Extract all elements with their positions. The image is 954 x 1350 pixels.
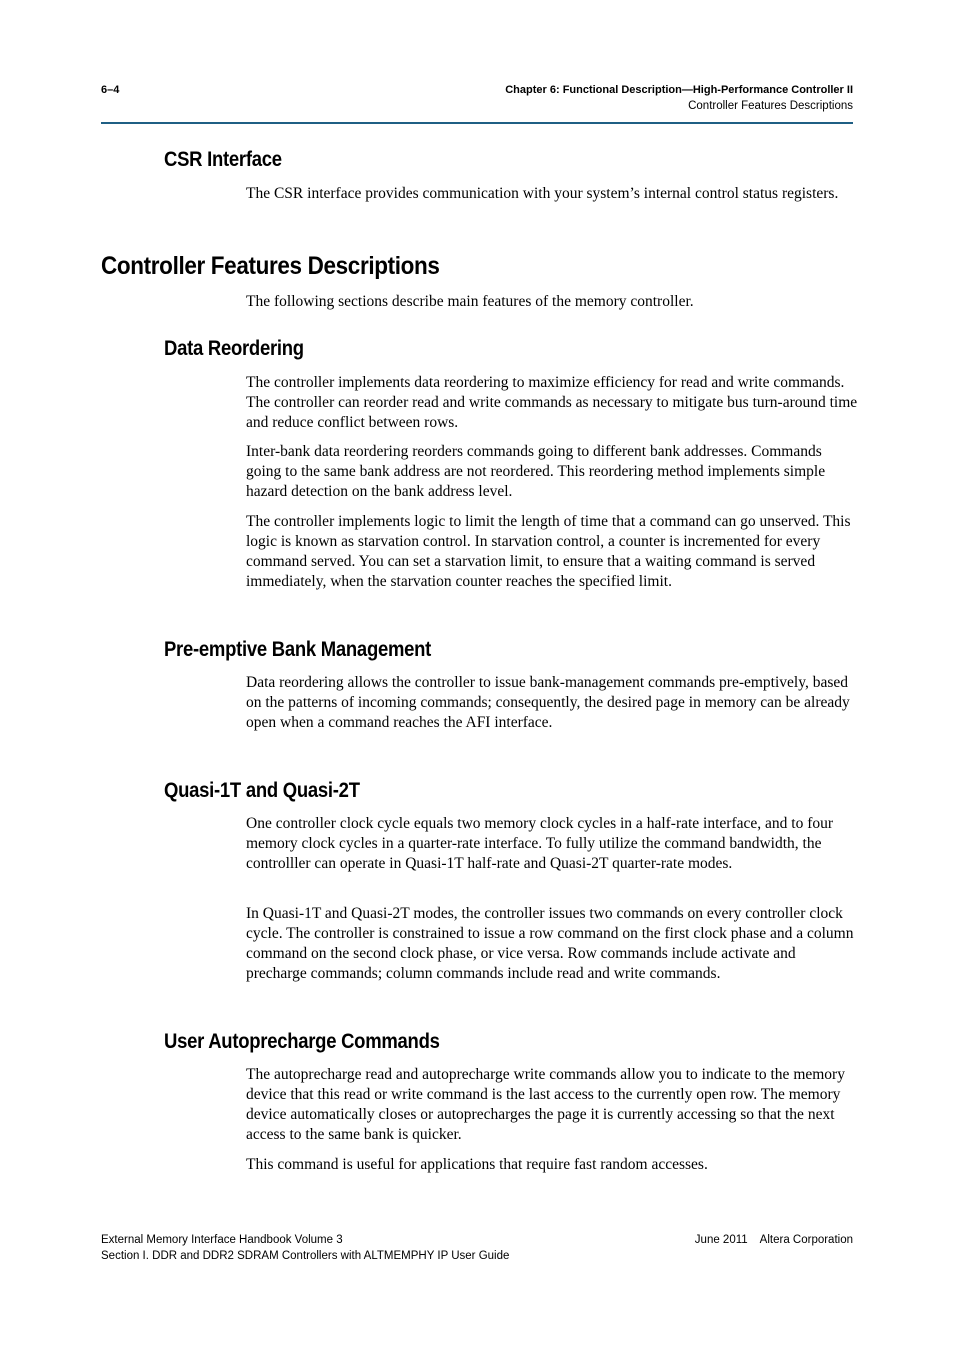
heading-pre-emptive-bank-management: Pre-emptive Bank Management [164, 638, 432, 661]
footer-section-title: Section I. DDR and DDR2 SDRAM Controllers with ALTMEMPHY IP User Guide [101, 1250, 510, 1262]
heading-quasi-1t-quasi-2t: Quasi-1T and Quasi-2T [164, 779, 360, 802]
user-autoprecharge-paragraph-2: This command is useful for applications that require fast random accesses. [246, 1156, 708, 1173]
data-reordering-paragraph-3: The controller implements logic to limit the length of time that a command can go unserved. This logic is known as starvation control. In starvation control, a counter is incremented for every command served. You can set a starvation limit, to ensure that a waiting command is served immediately, when the starvation counter reaches the specified limit. [246, 513, 851, 590]
page-header [101, 84, 853, 124]
csr-interface-paragraph-1: The CSR interface provides communication with your system’s internal control status registers. [246, 185, 839, 202]
footer-date: June 2011 [694, 1234, 748, 1246]
controller-features-intro: The following sections describe main features of the memory controller. [246, 293, 694, 310]
footer-right [695, 1232, 853, 1248]
footer-left [101, 1232, 509, 1264]
user-autoprecharge-paragraph-1: The autoprecharge read and autoprecharge write commands allow you to indicate to the memory device that this read or write command is the last access to the currently open row. The memory device automatically closes or autoprecharges the page it is currently accessing so that the next access to the same bank is quicker. [246, 1066, 845, 1143]
footer-book-title: External Memory Interface Handbook Volume 3 [101, 1234, 343, 1246]
data-reordering-paragraph-1: The controller implements data reordering to maximize efficiency for read and write commands. The controller can reorder read and write commands as necessary to mitigate bus turn-around time and reduce conflict between rows. [246, 374, 858, 431]
heading-user-autoprecharge: User Autoprecharge Commands [164, 1030, 440, 1053]
heading-data-reordering: Data Reordering [164, 337, 304, 360]
heading-csr-interface: CSR Interface [164, 148, 282, 171]
data-reordering-paragraph-2: Inter-bank data reordering reorders commands going to different bank addresses. Commands going to the same bank address are not reordered. This reordering method implements simple hazard detection on the bank address level. [246, 443, 826, 500]
chapter-title: Chapter 6: Functional Description—High-Performance Controller II [505, 84, 853, 96]
pre-emptive-paragraph-1: Data reordering allows the controller to issue bank-management commands pre-emptively, based on the patterns of incoming commands; consequently, the desired page in memory can be already open when a command reaches the AFI interface. [246, 674, 850, 731]
footer-company: Altera Corporation [759, 1234, 853, 1246]
quasi-paragraph-2: In Quasi-1T and Quasi-2T modes, the controller issues two commands on every controller clock cycle. The controller is constrained to issue a row command on the first clock phase and a column command on the second clock phase, or vice versa. Row commands include activate and precharge commands; column commands include read and write commands. [246, 905, 854, 982]
quasi-paragraph-1: One controller clock cycle equals two memory clock cycles in a half-rate interface, and to four memory clock cycles in a quarter-rate interface. To fully utilize the command bandwidth, the controlller can operate in Quasi-1T half-rate and Quasi-2T quarter-rate modes. [246, 815, 834, 872]
heading-controller-features: Controller Features Descriptions [101, 252, 440, 280]
running-section-title: Controller Features Descriptions [688, 100, 853, 112]
page-number: 6–4 [101, 84, 120, 96]
